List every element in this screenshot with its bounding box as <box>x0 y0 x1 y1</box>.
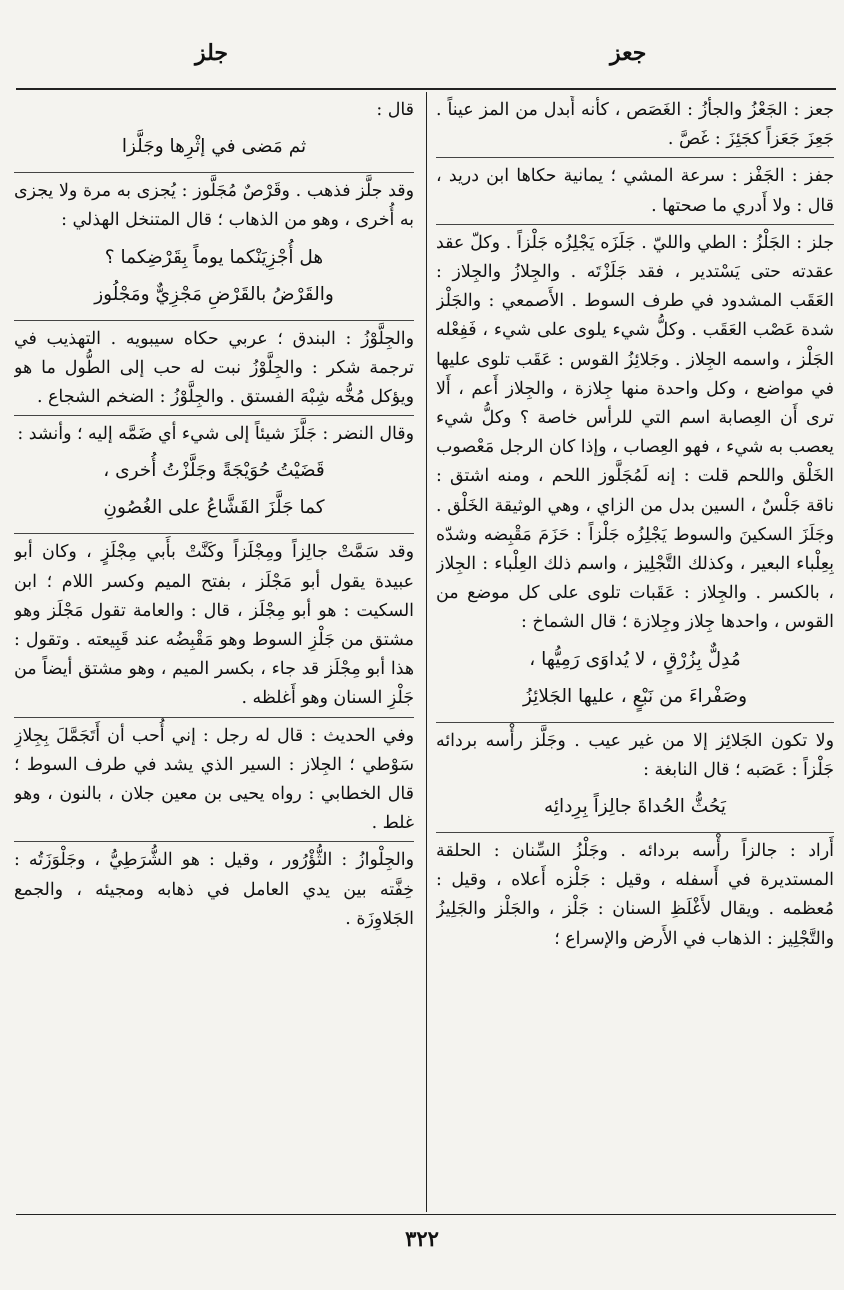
paragraph: والجِلَّوْزُ : البندق ؛ عربي حكاه سيبويه . التهذيب في ترجمة شكر : والجِلَّوْزُ نبت له حب إلى الطُّول ما هو ويؤكل مُخُّه شِبْهَ الفستق . والجِلَّوْزُ : الضخم الشجاع . <box>14 328 414 408</box>
column-divider <box>426 92 427 1212</box>
paragraph: وقد جلَّز فذهب . وقَرْصٌ مُجَلَّوز : يُجزى به مرة ولا يجزى به أُخرى ، وهو من الذهاب ؛ قال المتنخل الهذلي : <box>14 181 414 231</box>
paragraph: وقد سَمَّتْ جالِزاً ومِجْلَزاً وكَنَّتْ بأَبي مِجْلَزٍ ، وكان أبو عبيدة يقول أبو مَجْلَز ، بفتح الميم وكسر اللام ؛ ابن السكيت : هو أبو مِجْلَز ، قال : والعامة تقول مَجْلَز وهو مشتق من جَلْزِ السوط وهو مَقْبِضُه عند قَبِيعته . وتقول : هذا أبو مِجْلَز قد جاء ، بكسر الميم ، وهو مشتق أيضاً من جَلْزِ السنان وهو أَغلظه . <box>14 542 414 709</box>
header-rule <box>16 88 836 90</box>
left-column <box>14 96 414 1206</box>
entry-jaaz: جعز : الجَعْزُ والجأْزُ : الغَصَص ، كأَنه أَبدل من المز عيناً . جَعِزَ جَعَزاً كجَئِزَ : غَصَّ . <box>436 100 834 150</box>
verse-line: هل أُجْزِيَنْكما يوماً بِقَرْضِكما ؟ <box>104 246 324 268</box>
verse-block <box>14 131 414 173</box>
running-head-right: جعز <box>610 40 647 66</box>
paragraph: وقال النضر : جَلَّزَ شيئاً إلى شيء أي ضَمَّه إليه ؛ وأنشد : <box>14 415 414 449</box>
paragraph: وفي الحديث : قال له رجل : إني أُحب أن أَتَجَمَّلَ بِجِلازِ سَوْطي ؛ الجِلاز : السير الذي يشد في طرف السوط ؛ قال الخطابي : رواه يحيى بن معين جلان ، بالنون ، وهو غلط . <box>14 717 414 839</box>
paragraph: قال : <box>376 100 414 120</box>
verse-mutanakhkhil <box>14 242 414 321</box>
verse-line: كما جَلَّزَ القَشَّاعُ على الغُصُونِ <box>103 497 325 519</box>
paragraph: أَراد : جالزاً رأْسه بردائه . وجَلْزُ السِّنان : الحلقة المستديرة في أَسفله ، وقيل : جَلْزه أَعلاه ، وقيل : مُعظمه . ويقال لأَغْلَظِ السنان : جَلْز ، والجَلْز والجَلِيزُ والتَّجْلِيز : الذهاب في الأَرض والإسراع ؛ <box>436 841 834 949</box>
entry-jafz: جفز : الجَفْز : سرعة المشي ؛ يمانية حكاها ابن دريد ، قال : ولا أَدري ما صحتها . <box>436 157 834 220</box>
verse-shammakh <box>436 644 834 723</box>
page-header <box>0 36 844 76</box>
right-column <box>436 96 834 1206</box>
footer-rule <box>16 1214 836 1215</box>
verse-block <box>14 455 414 534</box>
paragraph: والجِلْوازُ : الثُّؤْرُور ، وقيل : هو الشُّرَطِيُّ ، وجَلْوَزَتُه : خِفَّته بين يدي العامل في ذهابه ومجيئه ، والجمع الجَلاوِزَة . <box>14 841 414 934</box>
verse-line: ثم مَضى في إثْرِها وجَلَّزا <box>121 136 307 158</box>
verse-line: وصَفْراءَ من نَبْعٍ ، عليها الجَلائِزُ <box>522 685 747 707</box>
paragraph: ولا تكون الجَلائِز إلا من غير عيب . وجَلَّز رأْسه بردائه جَلْزاً : عَصَبه ؛ قال النابغة : <box>436 730 834 780</box>
verse-line: والقَرْضُ بالقَرْضِ مَجْزِيٌّ ومَجْلُوز <box>94 283 334 305</box>
verse-nabigha <box>436 791 834 833</box>
running-head-left: جلز <box>195 40 229 66</box>
verse-line: يَحُثُّ الحُداةَ جالِزاً بِرِدائِه <box>543 796 727 818</box>
verse-line: قَضَيْتُ حُوَيْجَةً وجَلَّزْتُ أُخرى ، <box>103 460 325 482</box>
verse-line: مُدِلٌّ بِزُرْقٍ ، لا يُداوَى رَمِيُّها ، <box>529 648 741 670</box>
page-number: ٣٢٢ <box>405 1226 439 1251</box>
entry-jalz: جلز : الجَلْزُ : الطي والليّ . جَلَزَه يَجْلِزُه جَلْزاً . وكلّ عقد عقدته حتى يَسْتدير ، فقد جَلَزْتَه . والجِلازُ والجِلاز : العَقَب المشدود في طرف السوط . الأَصمعي : والجَلْز شدة عَصْب العَقَب . وكلُّ شيء يلوى على شيء ، فَفِعْله الجَلْز ، واسمه الجِلاز . وجَلائِزُ القوس : عَقَب تلوى عليها في مواضع ، وكل واحدة منها جِلازة ، والجِلاز أَعم ، أَلا ترى أَن العِصابة اسم التي للرأس خاصة ؟ وكلُّ شيء يعصب به شيء ، فهو العِصاب ، وإذا كان الرجل مَعْصوب الخَلْق واللحم قلت : إنه لَمُجَلَّوز اللحم ، ومنه اشتق : ناقة جَلْسٌ ، السين بدل من الزاي ، وهي الوثيقة الخَلْق . وجَلَزَ السكينَ والسوط يَجْلِزُه جَلْزاً : حَزَمَ مَقْبِضه وشدّه بِعِلْباء البعير ، وكذلك التَّجْلِيز ، واسم ذلك العِلْباء : الجِلاز ، بالكسر . والجِلاز : عَقَبات تلوى على كل موضع من القوس ، واحدها جِلاز وجِلازة ؛ قال الشماخ : <box>436 224 834 638</box>
